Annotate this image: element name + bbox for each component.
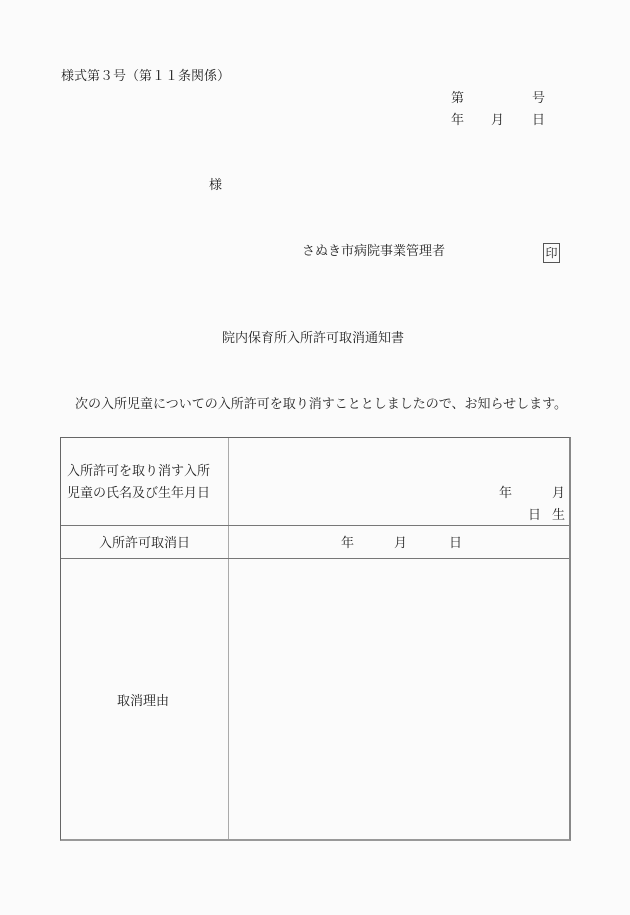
body-text: 次の入所児童についての入所許可を取り消すこととしましたので、お知らせします。	[75, 397, 568, 412]
sender-name: さぬき市病院事業管理者	[302, 244, 446, 259]
cancel-date-month: 月	[394, 536, 408, 551]
child-info-label-line2: 児童の氏名及び生年月日	[67, 486, 211, 501]
child-birth-born: 生	[552, 508, 566, 523]
row-divider	[61, 558, 569, 559]
date-month-label: 月	[491, 113, 505, 128]
doc-number-prefix: 第	[451, 91, 465, 106]
child-birth-month: 月	[552, 486, 566, 501]
date-day-label: 日	[532, 113, 546, 128]
column-divider	[228, 438, 229, 839]
document-title: 院内保育所入所許可取消通知書	[222, 331, 405, 346]
info-table	[60, 437, 571, 841]
cancel-date-label: 入所許可取消日	[99, 536, 191, 551]
child-info-label-line1: 入所許可を取り消す入所	[67, 464, 211, 479]
seal-stamp-icon: 印	[543, 243, 560, 263]
child-birth-day: 日	[528, 508, 542, 523]
date-year-label: 年	[451, 113, 465, 128]
doc-number-suffix: 号	[532, 91, 546, 106]
cancel-date-year: 年	[341, 536, 355, 551]
cancel-reason-label: 取消理由	[117, 694, 170, 709]
form-number: 様式第３号（第１１条関係）	[61, 69, 231, 84]
row-divider	[61, 525, 569, 526]
child-birth-year: 年	[499, 486, 513, 501]
addressee-honorific: 様	[209, 178, 223, 193]
cancel-date-day: 日	[449, 536, 463, 551]
